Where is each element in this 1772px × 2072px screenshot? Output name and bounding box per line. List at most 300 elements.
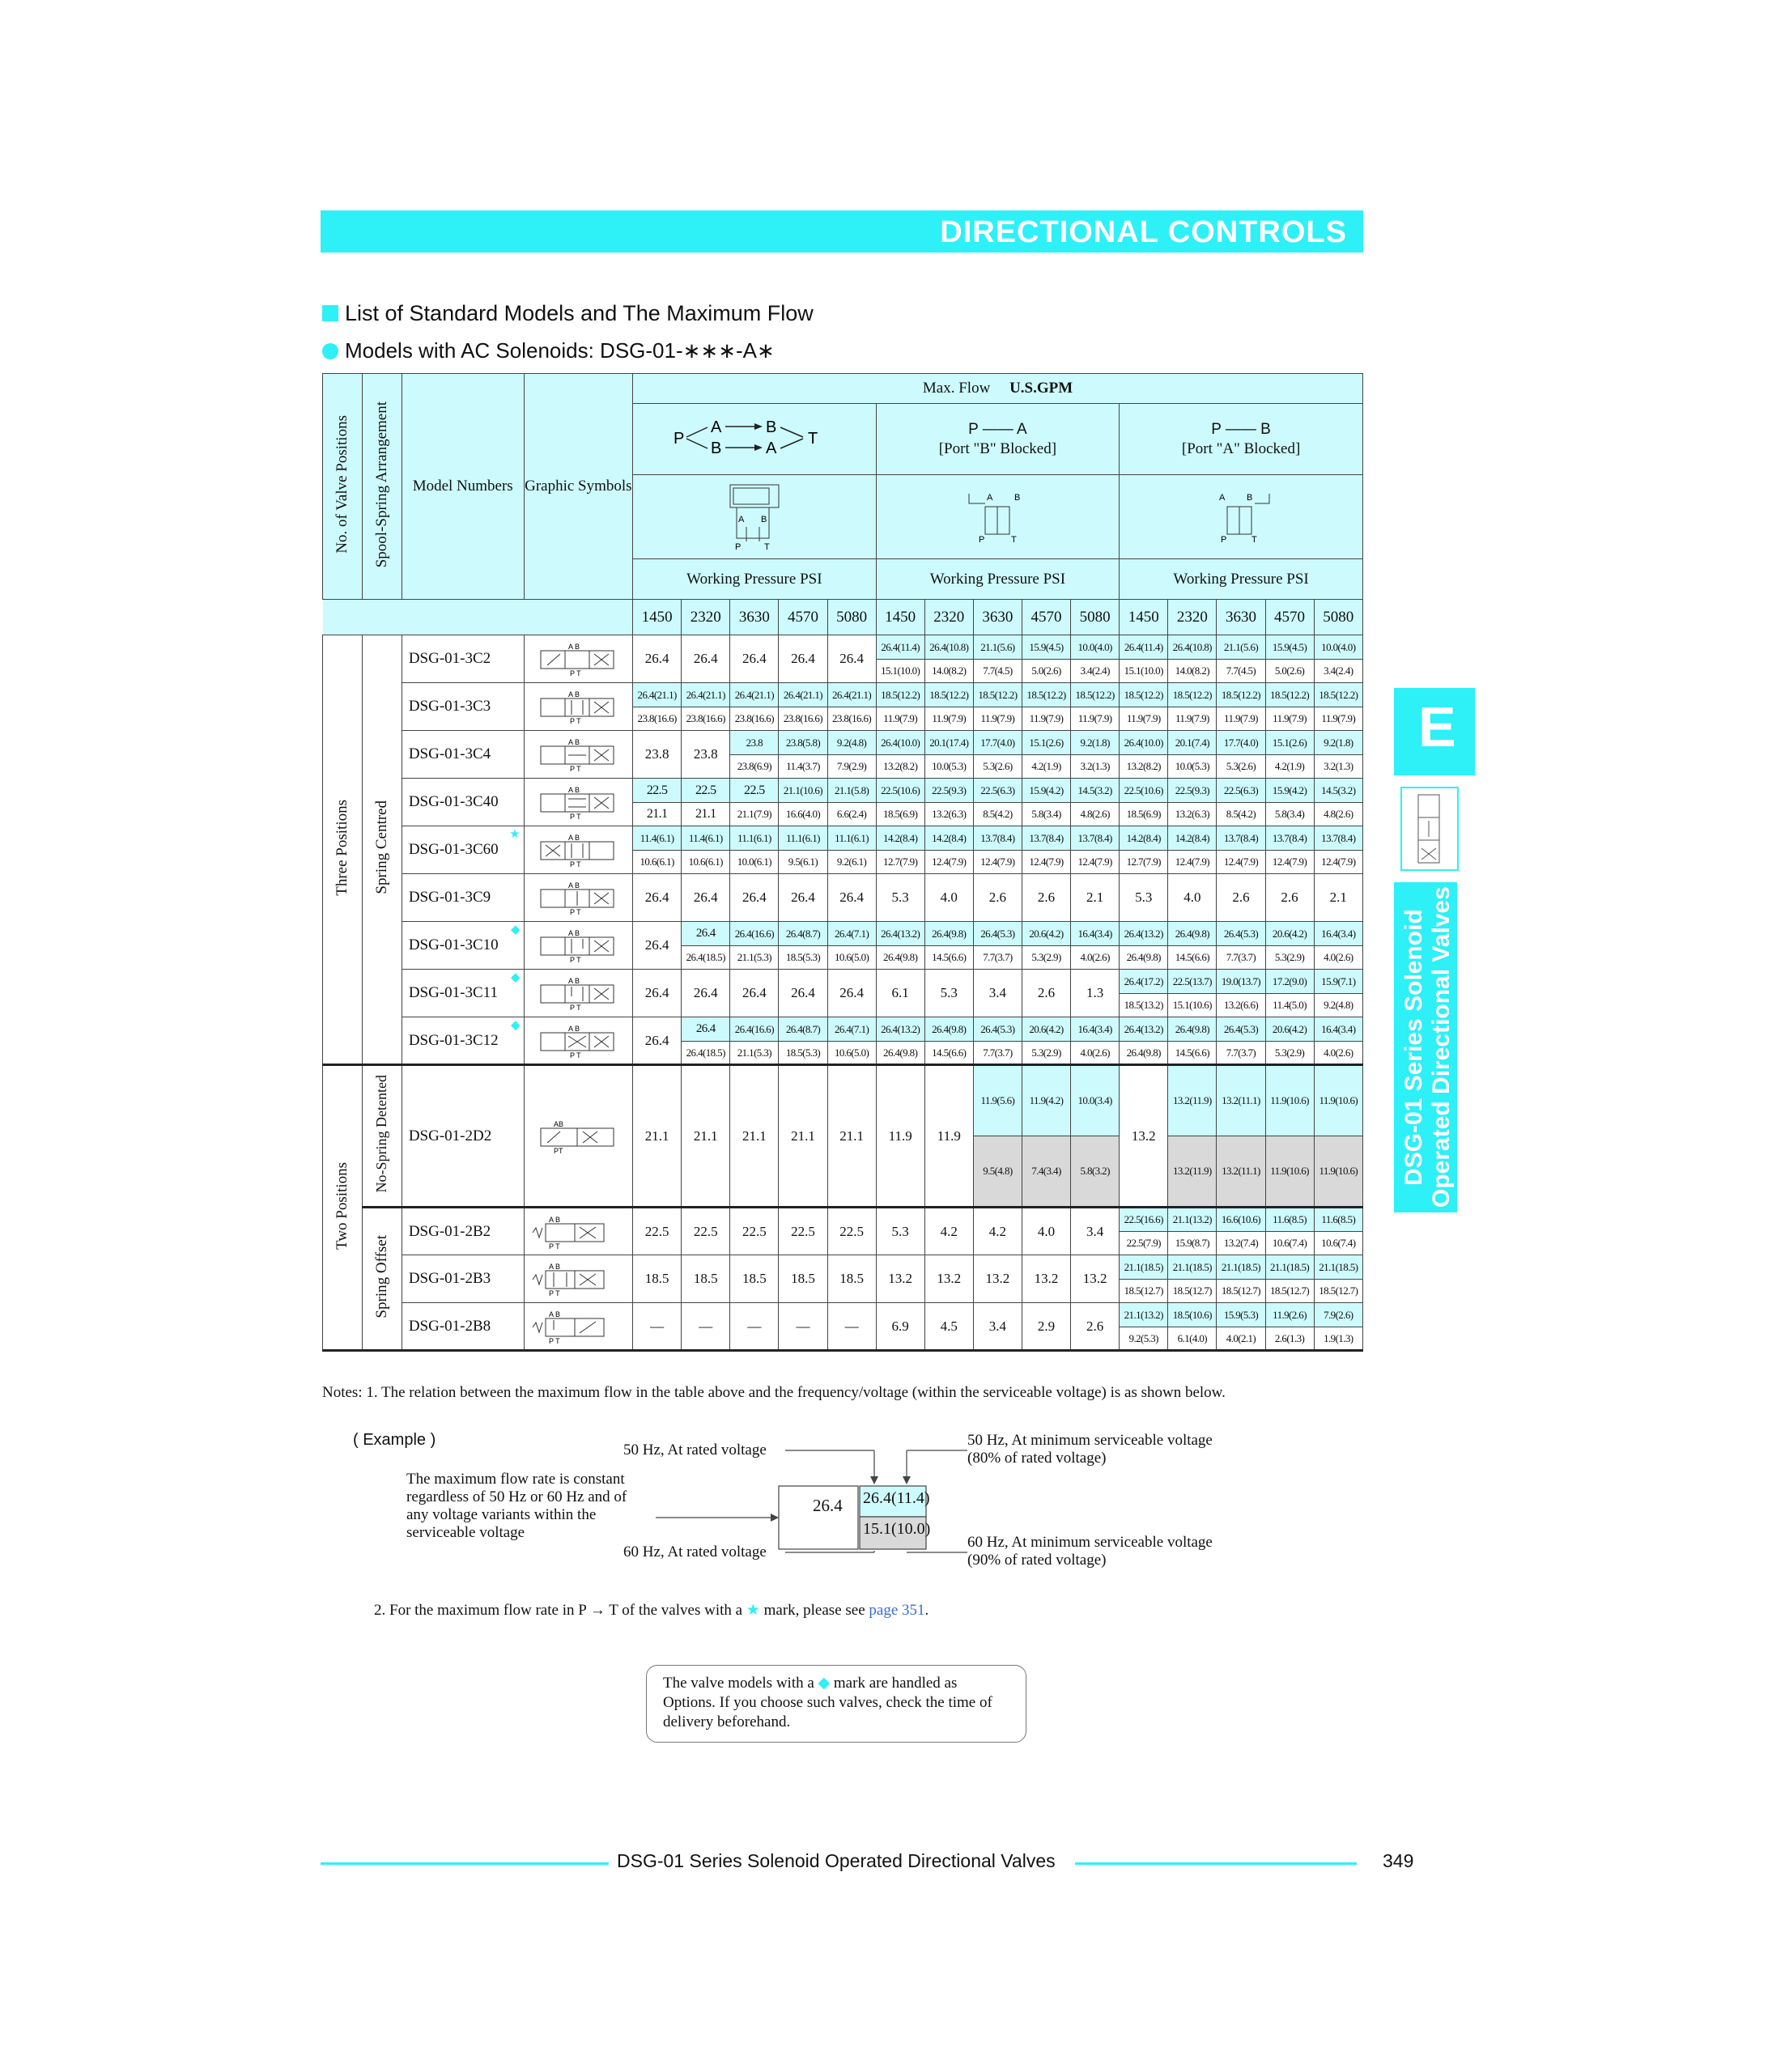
table-cell: 12.7(7.9)	[1120, 851, 1168, 874]
table-cell: 21.1	[633, 1065, 682, 1208]
table-cell: 18.5(12.2)	[1265, 683, 1314, 707]
table-cell: 12.4(7.9)	[1265, 851, 1314, 874]
table-cell: 26.4(9.8)	[1120, 1042, 1168, 1065]
table-cell: 12.4(7.9)	[1314, 851, 1362, 874]
svg-text:T: T	[1251, 535, 1257, 545]
table-cell: 18.5	[730, 1255, 779, 1303]
table-cell: 2.1	[1071, 874, 1120, 922]
table-cell: 4.2	[973, 1208, 1022, 1255]
table-cell: 4.2	[924, 1208, 973, 1255]
model-number: DSG-01-2B3	[402, 1255, 524, 1303]
table-cell: 2320	[1168, 600, 1217, 635]
table-cell: 11.4(6.1)	[633, 826, 682, 851]
table-cell: 12.7(7.9)	[876, 851, 924, 874]
table-cell: 18.5	[682, 1255, 730, 1303]
svg-text:A: A	[987, 493, 993, 503]
table-cell: 13.2(7.4)	[1217, 1232, 1265, 1255]
section-tab-e: E	[1394, 688, 1475, 775]
table-cell: 26.4	[730, 635, 779, 683]
table-cell: 10.0(5.3)	[1168, 755, 1217, 779]
pt-flow-diagram	[665, 413, 844, 461]
table-cell: 11.9(7.9)	[876, 707, 924, 731]
table-cell: 5.0(2.6)	[1022, 660, 1070, 683]
table-cell: 20.6(4.2)	[1265, 922, 1314, 946]
model-number: DSG-01-3C10 ◆	[402, 922, 524, 970]
table-cell: 11.9(7.9)	[1217, 707, 1265, 731]
graphic-symbol-icon	[524, 1017, 632, 1065]
table-cell: 26.4	[779, 635, 827, 683]
table-cell: 3.4	[973, 1303, 1022, 1351]
working-pressure-pb: Working Pressure PSI	[1120, 559, 1363, 600]
table-cell: 7.7(3.7)	[973, 946, 1022, 970]
table-cell: 21.1(5.6)	[973, 635, 1022, 660]
table-cell: 13.7(8.4)	[1314, 826, 1362, 851]
section-title: List of Standard Models and The Maximum Flow	[322, 301, 814, 326]
svg-text:P: P	[979, 535, 985, 545]
circle-bullet-icon	[322, 343, 338, 359]
table-cell: 12.4(7.9)	[1217, 851, 1265, 874]
svg-text:P: P	[734, 542, 742, 551]
svg-text:A B: A B	[568, 1024, 580, 1033]
table-cell: 11.1(6.1)	[779, 826, 827, 851]
table-cell: 26.4	[779, 970, 827, 1017]
svg-text:T: T	[1011, 535, 1018, 545]
model-number: DSG-01-3C4	[402, 731, 524, 779]
table-cell: 5.3(2.9)	[1022, 946, 1070, 970]
hz60-min-label: 60 Hz, At minimum serviceable voltage (90% of rated voltage)	[967, 1534, 1213, 1569]
table-cell: 14.0(8.2)	[1168, 660, 1217, 683]
model-number: DSG-01-3C12 ◆	[402, 1017, 524, 1065]
svg-text:A B: A B	[549, 1215, 561, 1224]
header-pa-flow: P —— A [Port "B" Blocked]	[876, 404, 1120, 475]
table-cell: 26.4(9.8)	[924, 1017, 973, 1042]
table-row	[323, 970, 1363, 994]
table-cell: 5080	[1314, 600, 1362, 635]
table-cell: 21.1(18.5)	[1217, 1255, 1265, 1280]
table-cell: 11.9	[876, 1065, 924, 1208]
max-flow-table	[322, 373, 1363, 1352]
table-cell: 21.1(18.5)	[1120, 1255, 1168, 1280]
svg-text:P T: P T	[549, 1289, 561, 1297]
table-cell: 22.5	[730, 779, 779, 803]
table-cell: 5.8(3.2)	[1071, 1136, 1120, 1208]
table-cell: 4.0	[1168, 874, 1217, 922]
table-cell: 13.2	[924, 1255, 973, 1303]
table-cell: 1.3	[1071, 970, 1120, 1017]
svg-text:A: A	[1219, 493, 1226, 503]
table-cell: 22.5	[827, 1208, 876, 1255]
table-cell: 26.4	[682, 922, 730, 946]
subsection-title: Models with AC Solenoids: DSG-01-∗∗∗-A∗	[322, 338, 775, 363]
table-cell: 18.5(12.2)	[973, 683, 1022, 707]
table-cell: 18.5(12.2)	[924, 683, 973, 707]
table-cell: 18.5(12.2)	[876, 683, 924, 707]
model-number: DSG-01-3C2	[402, 635, 524, 683]
table-cell: 5080	[827, 600, 876, 635]
table-cell: 11.9(2.6)	[1265, 1303, 1314, 1327]
table-cell: 3.4(2.4)	[1314, 660, 1362, 683]
table-cell: 23.8(16.6)	[682, 707, 730, 731]
graphic-symbol-icon	[524, 1303, 632, 1351]
table-cell: 26.4	[682, 635, 730, 683]
svg-text:A B: A B	[568, 834, 580, 842]
table-cell: 18.5(6.9)	[1120, 803, 1168, 826]
model-number: DSG-01-3C3	[402, 683, 524, 731]
table-cell: 13.2	[1071, 1255, 1120, 1303]
table-cell: 5.8(3.4)	[1022, 803, 1070, 826]
table-cell: 26.4(9.8)	[1168, 922, 1217, 946]
table-cell: 1450	[633, 600, 682, 635]
svg-text:B: B	[765, 418, 777, 436]
table-cell: 10.6(6.1)	[633, 851, 682, 874]
table-cell: 13.2	[1022, 1255, 1070, 1303]
table-cell: 21.1(5.3)	[730, 946, 779, 970]
table-cell: 15.9(4.5)	[1265, 635, 1314, 660]
table-cell: 6.9	[876, 1303, 924, 1351]
svg-text:P T: P T	[570, 1051, 582, 1059]
diamond-icon: ◆	[818, 1675, 831, 1692]
table-cell: 7.4(3.4)	[1022, 1136, 1070, 1208]
table-cell: 26.4(10.0)	[876, 731, 924, 755]
table-cell: 11.4(3.7)	[779, 755, 827, 779]
table-cell: 4.0(2.6)	[1071, 946, 1120, 970]
table-cell: 18.5(12.2)	[1022, 683, 1070, 707]
table-cell: 5.3(2.6)	[1217, 755, 1265, 779]
table-cell: 13.7(8.4)	[1022, 826, 1070, 851]
table-cell: 15.1(2.6)	[1265, 731, 1314, 755]
table-cell: 4.2(1.9)	[1022, 755, 1070, 779]
table-cell: 22.5(10.6)	[1120, 779, 1168, 803]
table-cell: 26.4	[633, 922, 682, 970]
table-cell: 5080	[1071, 600, 1120, 635]
no-spring-detented-label: No-Spring Detented	[362, 1065, 402, 1208]
table-cell: 13.2(8.2)	[1120, 755, 1168, 779]
table-cell: 21.1	[827, 1065, 876, 1208]
model-number: DSG-01-3C9	[402, 874, 524, 922]
table-cell: 23.8	[682, 731, 730, 779]
square-bullet-icon	[322, 305, 338, 321]
table-row	[323, 922, 1363, 946]
table-cell: —	[779, 1303, 827, 1351]
pt-symbol-icon	[633, 475, 877, 559]
table-cell: 18.5(12.2)	[1120, 683, 1168, 707]
table-cell: 11.9(10.6)	[1265, 1136, 1314, 1208]
table-cell: 26.4	[827, 874, 876, 922]
svg-text:P: P	[1221, 535, 1227, 545]
graphic-symbol-icon	[524, 922, 632, 970]
table-cell: 10.6(6.1)	[682, 851, 730, 874]
table-cell: 26.4(13.2)	[1120, 1017, 1168, 1042]
table-cell: 2.6	[1217, 874, 1265, 922]
table-cell: 15.9(4.5)	[1022, 635, 1070, 660]
table-cell: 7.7(3.7)	[1217, 1042, 1265, 1065]
table-cell: 13.7(8.4)	[1217, 826, 1265, 851]
page-351-link[interactable]: page 351	[869, 1602, 925, 1619]
table-cell: 20.6(4.2)	[1022, 922, 1070, 946]
table-cell: 26.4(17.2)	[1120, 970, 1168, 994]
constant-note: The maximum flow rate is constant regardless of 50 Hz or 60 Hz and of any voltage variants within the serviceable voltage	[406, 1471, 627, 1541]
table-cell: 11.9(7.9)	[924, 707, 973, 731]
table-cell: 15.9(4.2)	[1265, 779, 1314, 803]
table-cell: 22.5(9.3)	[1168, 779, 1217, 803]
table-cell: 18.5(13.2)	[1120, 994, 1168, 1017]
table-cell: 11.4(5.0)	[1265, 994, 1314, 1017]
table-cell: 5.3(2.9)	[1265, 1042, 1314, 1065]
side-band: DSG-01 Series Solenoid Operated Directional Valves	[1394, 882, 1457, 1212]
table-cell: 4.8(2.6)	[1314, 803, 1362, 826]
working-pressure-pt: Working Pressure PSI	[633, 559, 877, 600]
table-cell: 22.5(7.9)	[1120, 1232, 1168, 1255]
table-cell: 11.9(10.6)	[1314, 1065, 1362, 1136]
svg-text:A: A	[710, 418, 722, 436]
table-cell: 11.6(8.5)	[1314, 1208, 1362, 1232]
table-cell: 12.4(7.9)	[924, 851, 973, 874]
table-cell: 7.7(3.7)	[973, 1042, 1022, 1065]
model-number: DSG-01-2D2	[402, 1065, 524, 1208]
table-row	[323, 1255, 1363, 1280]
svg-text:P: P	[673, 430, 685, 448]
table-cell: 21.1	[730, 1065, 779, 1208]
table-cell: 26.4	[633, 1017, 682, 1065]
page-number: 349	[1383, 1850, 1414, 1871]
table-cell: 18.5	[633, 1255, 682, 1303]
graphic-symbol-icon	[524, 779, 632, 826]
table-cell: 18.5(12.2)	[1168, 683, 1217, 707]
table-cell: 4.0(2.6)	[1314, 1042, 1362, 1065]
table-cell: 22.5	[682, 1208, 730, 1255]
table-cell: 3630	[730, 600, 779, 635]
table-cell: 20.1(17.4)	[924, 731, 973, 755]
table-cell: 4.0(2.6)	[1071, 1042, 1120, 1065]
table-cell: 2320	[682, 600, 730, 635]
table-cell: 5.3	[876, 1208, 924, 1255]
svg-text:A B: A B	[568, 929, 580, 937]
table-cell: 21.1(5.6)	[1217, 635, 1265, 660]
table-cell: 9.2(1.8)	[1314, 731, 1362, 755]
table-cell: 3.4	[973, 970, 1022, 1017]
star-icon: ★	[746, 1602, 760, 1619]
table-cell: 26.4(9.8)	[924, 922, 973, 946]
table-cell: 14.2(8.4)	[1168, 826, 1217, 851]
header-graphic: Graphic Symbols	[524, 374, 632, 600]
table-cell: 12.4(7.9)	[1168, 851, 1217, 874]
table-cell: 17.2(9.0)	[1265, 970, 1314, 994]
table-cell	[323, 600, 633, 635]
table-cell: 11.4(6.1)	[682, 826, 730, 851]
table-cell: 7.7(3.7)	[1217, 946, 1265, 970]
svg-text:B: B	[760, 515, 767, 524]
table-cell: 13.2(11.9)	[1168, 1065, 1217, 1136]
svg-text:P T: P T	[570, 860, 582, 868]
working-pressure-pa: Working Pressure PSI	[876, 559, 1120, 600]
table-cell: 18.5(12.2)	[1071, 683, 1120, 707]
table-row	[323, 874, 1363, 898]
table-cell: 23.8	[730, 731, 779, 755]
table-cell: 9.2(4.8)	[827, 731, 876, 755]
table-cell: 26.4(13.2)	[876, 1017, 924, 1042]
table-cell: 2.1	[1314, 874, 1362, 922]
table-cell: 11.6(8.5)	[1265, 1208, 1314, 1232]
table-cell: 18.5	[827, 1255, 876, 1303]
svg-text:AB: AB	[554, 1119, 564, 1128]
table-cell: 21.1	[779, 1065, 827, 1208]
graphic-symbol-icon	[524, 683, 632, 731]
table-cell: 11.9(4.2)	[1022, 1065, 1070, 1136]
table-cell: 26.4	[827, 635, 876, 683]
table-cell: 26.4	[633, 635, 682, 683]
svg-text:A B: A B	[549, 1263, 561, 1271]
header-positions: No. of Valve Positions	[323, 374, 363, 600]
table-cell: 14.5(3.2)	[1071, 779, 1120, 803]
table-cell: 8.5(4.2)	[1217, 803, 1265, 826]
table-cell: 10.6(7.4)	[1265, 1232, 1314, 1255]
table-cell: 14.5(6.6)	[1168, 1042, 1217, 1065]
footer-title: DSG-01 Series Solenoid Operated Directional Valves	[617, 1850, 1056, 1871]
table-cell: 26.4(13.2)	[1120, 922, 1168, 946]
table-cell: 26.4(10.8)	[924, 635, 973, 660]
table-cell: 26.4(5.3)	[973, 922, 1022, 946]
model-number: DSG-01-2B8	[402, 1303, 524, 1351]
options-note-box: The valve models with a ◆ mark are handled as Options. If you choose such valves, check the time of delivery beforehand.	[646, 1665, 1026, 1743]
table-row	[323, 683, 1363, 707]
table-cell: 21.1(5.3)	[730, 1042, 779, 1065]
table-cell: 14.2(8.4)	[1120, 826, 1168, 851]
table-cell: 13.2(11.9)	[1168, 1136, 1217, 1208]
table-cell: 2.6	[1265, 874, 1314, 922]
table-cell: 11.9(10.6)	[1314, 1136, 1362, 1208]
table-cell: 26.4	[633, 970, 682, 1017]
table-cell: 3.4	[1071, 1208, 1120, 1255]
svg-text:A B: A B	[568, 690, 580, 698]
table-cell: 23.8(6.9)	[730, 755, 779, 779]
svg-text:T: T	[807, 430, 818, 448]
table-cell: 4.5	[924, 1303, 973, 1351]
table-cell: 13.2(6.3)	[924, 803, 973, 826]
table-cell: 13.7(8.4)	[1071, 826, 1120, 851]
table-cell: 7.7(4.5)	[973, 660, 1022, 683]
table-cell: 10.0(5.3)	[924, 755, 973, 779]
table-cell: 13.2	[876, 1255, 924, 1303]
table-row	[323, 1208, 1363, 1232]
table-cell: 15.1(10.6)	[1168, 994, 1217, 1017]
table-cell: 17.7(4.0)	[973, 731, 1022, 755]
table-cell: 14.2(8.4)	[924, 826, 973, 851]
table-cell: 5.8(3.4)	[1265, 803, 1314, 826]
example-bottom-value: 15.1(10.0)	[863, 1520, 931, 1538]
table-cell: 5.3(2.9)	[1265, 946, 1314, 970]
table-cell: 10.6(5.0)	[827, 946, 876, 970]
example-top-value: 26.4(11.4)	[863, 1489, 930, 1507]
table-cell: 26.4(9.8)	[876, 1042, 924, 1065]
svg-text:P T: P T	[570, 1004, 582, 1011]
table-cell: 15.1(10.0)	[1120, 660, 1168, 683]
svg-text:P T: P T	[570, 813, 582, 820]
table-cell: 22.5(6.3)	[973, 779, 1022, 803]
table-cell: 18.5(5.3)	[779, 946, 827, 970]
table-cell: 11.9(10.6)	[1265, 1065, 1314, 1136]
table-cell: 6.1	[876, 970, 924, 1017]
table-cell: 16.6(10.6)	[1217, 1208, 1265, 1232]
svg-text:P T: P T	[549, 1242, 561, 1250]
table-cell: 13.2(11.1)	[1217, 1065, 1265, 1136]
svg-text:A B: A B	[568, 881, 580, 890]
table-cell: 6.1(4.0)	[1168, 1327, 1217, 1351]
table-cell: 4570	[779, 600, 827, 635]
table-cell: 26.4(11.4)	[876, 635, 924, 660]
model-number: DSG-01-3C60 ★	[402, 826, 524, 874]
table-cell: 12.4(7.9)	[973, 851, 1022, 874]
table-cell: 22.5(10.6)	[876, 779, 924, 803]
table-cell: 9.2(1.8)	[1071, 731, 1120, 755]
table-cell: 26.4(9.8)	[1168, 1017, 1217, 1042]
table-cell: 26.4(21.1)	[682, 683, 730, 707]
hz50-min-label: 50 Hz, At minimum serviceable voltage (80% of rated voltage)	[967, 1432, 1213, 1467]
table-cell: 3630	[973, 600, 1022, 635]
table-cell: 23.8(16.6)	[779, 707, 827, 731]
table-cell: 1.9(1.3)	[1314, 1327, 1362, 1351]
table-cell: 3.4(2.4)	[1071, 660, 1120, 683]
table-cell: 18.5	[779, 1255, 827, 1303]
header-pt-flow	[633, 404, 877, 475]
hz50-rated-label: 50 Hz, At rated voltage	[623, 1441, 767, 1458]
table-cell: 20.1(7.4)	[1168, 731, 1217, 755]
table-cell: 13.7(8.4)	[1265, 826, 1314, 851]
table-cell: 26.4(21.1)	[730, 683, 779, 707]
table-cell: 1450	[876, 600, 924, 635]
graphic-symbol-icon	[524, 874, 632, 922]
table-cell: 22.5(13.7)	[1168, 970, 1217, 994]
table-cell: 14.0(8.2)	[924, 660, 973, 683]
table-cell: 21.1(13.2)	[1168, 1208, 1217, 1232]
table-cell: 26.4(16.6)	[730, 922, 779, 946]
table-cell: 22.5	[682, 779, 730, 803]
table-cell: 26.4(13.2)	[876, 922, 924, 946]
table-cell: 26.4	[827, 970, 876, 1017]
table-cell: 15.9(8.7)	[1168, 1232, 1217, 1255]
svg-text:P T: P T	[570, 717, 582, 724]
table-cell: 22.5(9.3)	[924, 779, 973, 803]
three-positions-label: Three Positions	[323, 635, 363, 1065]
header-model: Model Numbers	[402, 374, 524, 600]
pressure-row	[323, 600, 1363, 635]
table-cell: 2320	[924, 600, 973, 635]
svg-text:P T: P T	[570, 956, 582, 963]
valve-symbol-icon	[1400, 787, 1459, 871]
table-cell: 7.9(2.9)	[827, 755, 876, 779]
svg-text:PT: PT	[554, 1146, 563, 1154]
table-cell: —	[633, 1303, 682, 1351]
table-cell: 14.2(8.4)	[876, 826, 924, 851]
table-cell: 22.5	[633, 1208, 682, 1255]
svg-text:B: B	[1247, 493, 1253, 503]
table-cell: 23.8(16.6)	[633, 707, 682, 731]
example-label: ( Example )	[353, 1431, 436, 1449]
table-cell: 13.2(8.2)	[876, 755, 924, 779]
diamond-mark-icon: ◆	[511, 971, 521, 984]
table-cell: 5.3	[876, 874, 924, 922]
table-cell: 16.4(3.4)	[1071, 1017, 1120, 1042]
table-cell: 26.4	[730, 874, 779, 922]
header-bar	[321, 210, 1363, 253]
example-single-value: 26.4	[813, 1496, 843, 1515]
table-cell: 9.5(4.8)	[973, 1136, 1022, 1208]
table-cell: 5.0(2.6)	[1265, 660, 1314, 683]
header-spool: Spool-Spring Arrangement	[362, 374, 402, 600]
table-cell: 13.2(6.6)	[1217, 994, 1265, 1017]
svg-text:A B: A B	[568, 786, 580, 794]
graphic-symbol-icon	[524, 1208, 632, 1255]
table-cell: 9.2(6.1)	[827, 851, 876, 874]
